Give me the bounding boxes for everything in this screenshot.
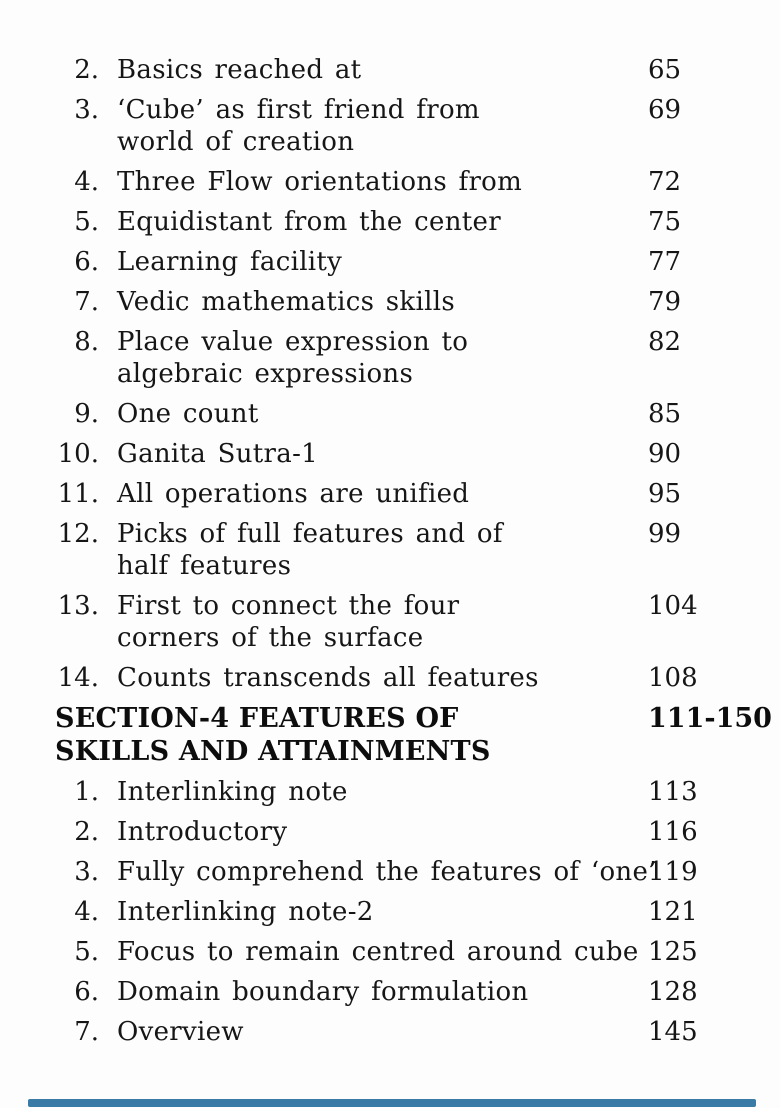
toc-row — [55, 94, 760, 158]
toc-item-number: 3. — [74, 95, 99, 125]
toc-item-title: Introductory — [117, 817, 288, 847]
toc-item-number: 1. — [74, 777, 99, 807]
toc-item-title: Equidistant from the center — [117, 207, 501, 237]
toc-row — [55, 246, 760, 278]
toc-row — [55, 976, 760, 1008]
toc-item-page: 79 — [648, 287, 682, 317]
toc-item-page: 116 — [648, 817, 698, 847]
toc-item-title: Basics reached at — [117, 55, 362, 85]
toc-item-page: 121 — [648, 897, 698, 927]
toc-item-number: 2. — [74, 55, 99, 85]
toc-item-page: 108 — [648, 663, 698, 693]
toc-item-title: Counts transcends all features — [117, 663, 539, 693]
toc-item-number: 5. — [74, 937, 99, 967]
toc-item-title: Domain boundary formulation — [117, 977, 529, 1007]
toc-item-title: Overview — [117, 1017, 244, 1047]
section-heading-title: SECTION-4 FEATURES OF SKILLS AND ATTAINMENTS — [55, 703, 491, 767]
toc-row — [55, 816, 760, 848]
toc-item-title: Picks of full features and of half features — [117, 519, 503, 581]
toc-item-title: Focus to remain centred around cube — [117, 937, 639, 967]
toc-row — [55, 856, 760, 888]
toc-item-page: 104 — [648, 591, 698, 621]
toc-row — [55, 326, 760, 390]
toc-item-page: 125 — [648, 937, 698, 967]
toc-row — [55, 590, 760, 654]
toc-item-number: 4. — [74, 897, 99, 927]
toc-item-title: All operations are unified — [117, 479, 470, 509]
section-heading — [55, 702, 772, 768]
toc-row — [55, 478, 760, 510]
footer-rule-bar — [28, 1099, 756, 1107]
toc-item-number: 2. — [74, 817, 99, 847]
toc-item-page: 77 — [648, 247, 682, 277]
toc-item-page: 85 — [648, 399, 682, 429]
toc-item-page: 113 — [648, 777, 698, 807]
toc-item-page: 99 — [648, 519, 682, 549]
toc-item-number: 12. — [57, 519, 99, 549]
toc-row — [55, 896, 760, 928]
toc-item-page: 90 — [648, 439, 682, 469]
toc-item-number: 6. — [74, 247, 99, 277]
toc-item-page: 128 — [648, 977, 698, 1007]
toc-item-number: 11. — [57, 479, 99, 509]
toc-row — [55, 398, 760, 430]
toc-item-title: One count — [117, 399, 259, 429]
toc-item-number: 5. — [74, 207, 99, 237]
toc-item-page: 69 — [648, 95, 682, 125]
toc-item-number: 7. — [74, 1017, 99, 1047]
toc-item-title: ‘Cube’ as first friend from world of creation — [117, 95, 480, 157]
toc-item-page: 65 — [648, 55, 682, 85]
toc-item-number: 9. — [74, 399, 99, 429]
toc-item-title: Place value expression to algebraic expressions — [117, 327, 469, 389]
toc-item-number: 3. — [74, 857, 99, 887]
toc-item-number: 13. — [57, 591, 99, 621]
toc-item-page: 119 — [648, 857, 698, 887]
toc-item-title: Interlinking note — [117, 777, 348, 807]
toc-row — [55, 662, 760, 694]
toc-item-title: Fully comprehend the features of ‘one’ — [117, 857, 657, 887]
toc-item-page: 82 — [648, 327, 682, 357]
toc-item-page: 145 — [648, 1017, 698, 1047]
toc-item-page: 95 — [648, 479, 682, 509]
toc-item-title: Learning facility — [117, 247, 343, 277]
toc-row — [55, 776, 760, 808]
toc-item-title: Ganita Sutra-1 — [117, 439, 319, 469]
toc-item-number: 7. — [74, 287, 99, 317]
toc-item-number: 10. — [57, 439, 99, 469]
toc-row — [55, 936, 760, 968]
toc-row — [55, 1016, 760, 1048]
toc-row — [55, 518, 760, 582]
toc-row — [55, 54, 760, 86]
toc-row — [55, 166, 760, 198]
toc-item-page: 72 — [648, 167, 682, 197]
toc-row — [55, 206, 760, 238]
toc-item-title: Interlinking note-2 — [117, 897, 374, 927]
toc-item-number: 14. — [57, 663, 99, 693]
toc-item-title: Three Flow orientations from — [117, 167, 523, 197]
section-page-range: 111-150 — [648, 703, 772, 734]
toc-item-title: First to connect the four corners of the surface — [117, 591, 460, 653]
toc-item-page: 75 — [648, 207, 682, 237]
toc-item-number: 8. — [74, 327, 99, 357]
toc-item-number: 4. — [74, 167, 99, 197]
toc-item-title: Vedic mathematics skills — [117, 287, 455, 317]
toc-row — [55, 438, 760, 470]
toc-item-number: 6. — [74, 977, 99, 1007]
toc-row — [55, 286, 760, 318]
